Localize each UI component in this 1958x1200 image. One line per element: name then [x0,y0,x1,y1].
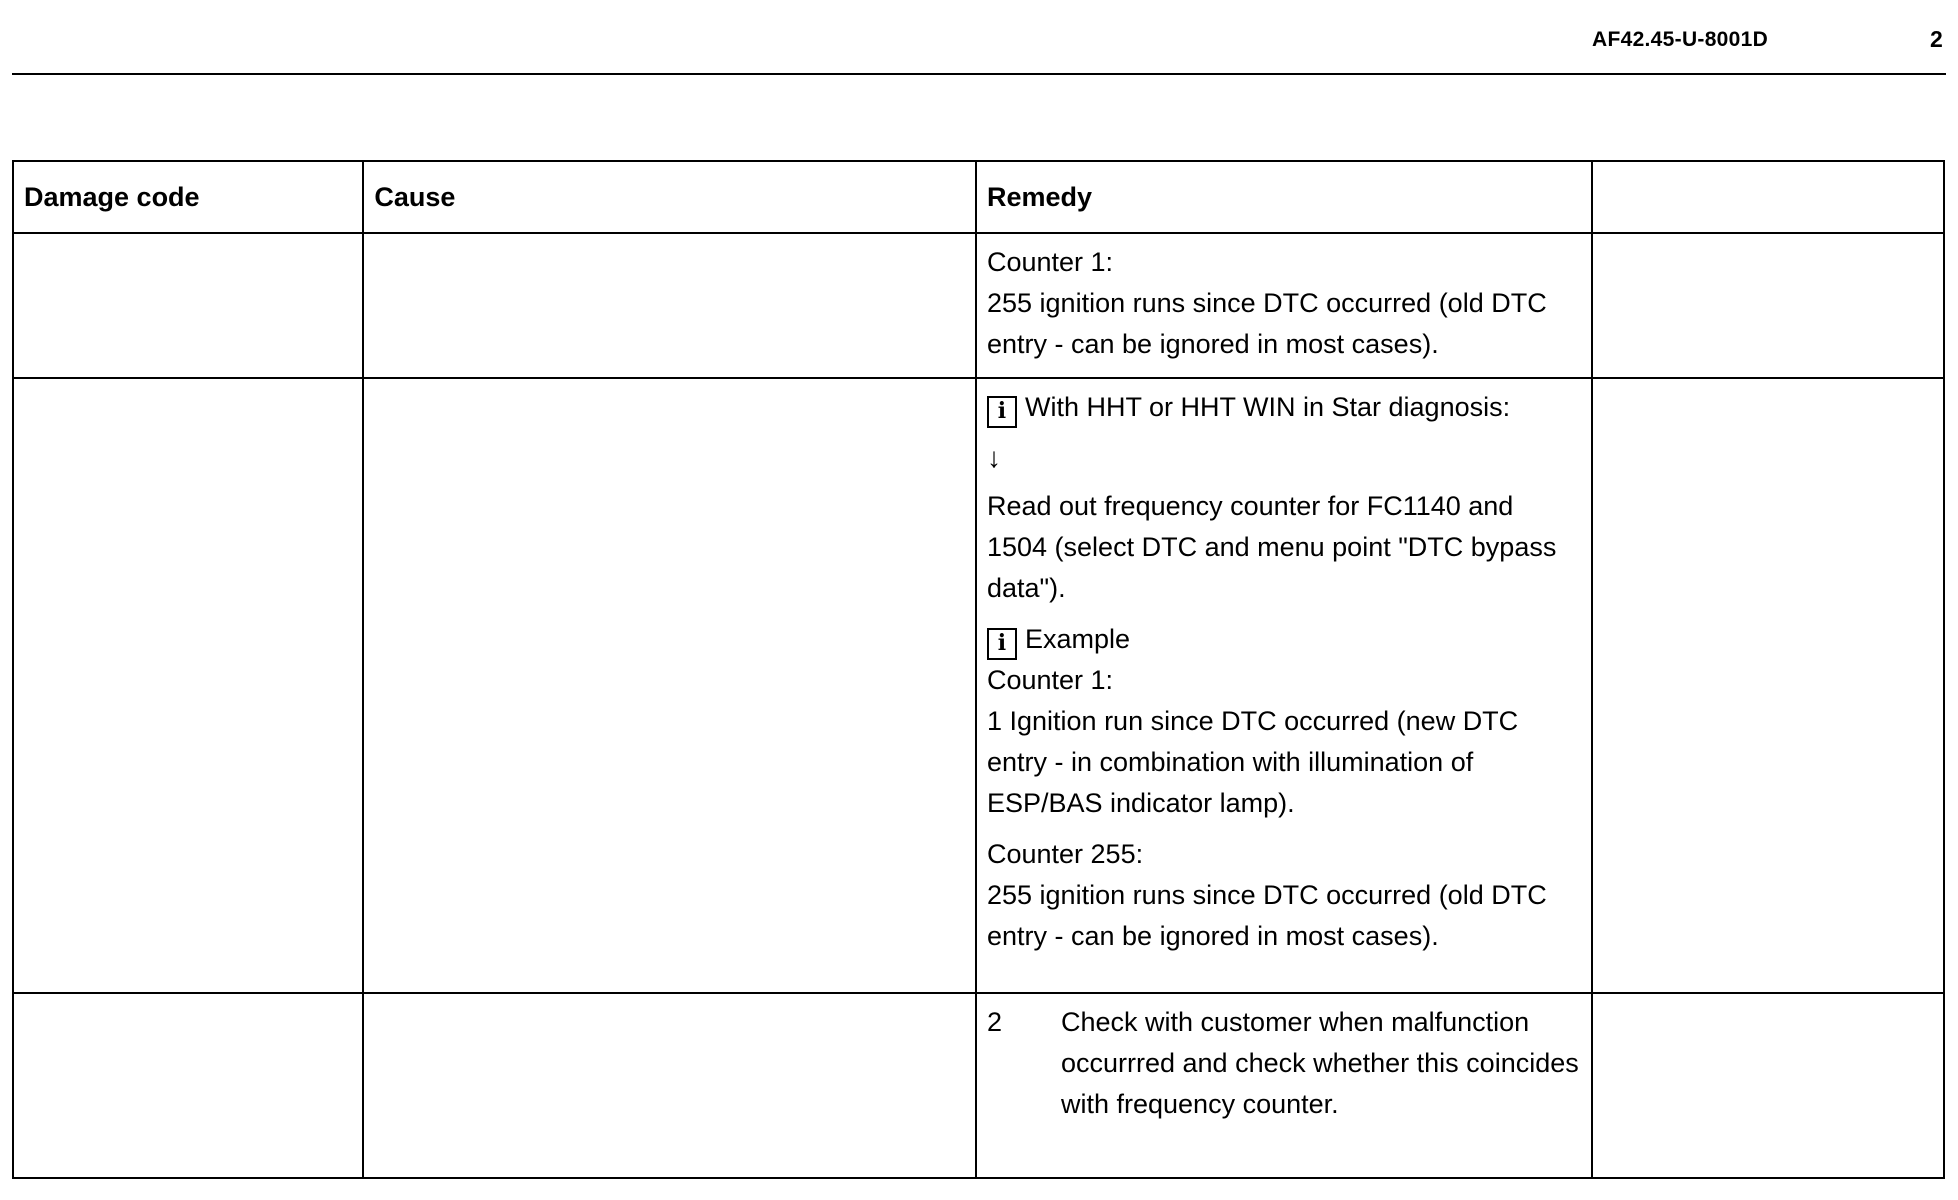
example-block [987,619,1581,824]
table-row [13,378,1944,993]
page-header [0,0,1958,80]
extra-cell [1592,233,1944,378]
counter-label: Counter 1: [986,247,1114,277]
table-row [13,993,1944,1178]
step-number: 2 [986,1007,1003,1037]
table-row [13,233,1944,378]
info-note [987,387,1581,428]
extra-cell [1592,993,1944,1178]
damage-code-cell [13,378,363,993]
instruction-text: Read out frequency counter for FC1140 and 1504 (select DTC and menu point "DTC bypass data"). [986,491,1557,603]
example-label: Example [1024,624,1131,654]
counter-block [987,834,1581,957]
remedy-cell [976,378,1592,993]
column-header-empty [1592,161,1944,233]
page-number: 2 [1930,26,1943,52]
document-id: AF42.45-U-8001D [1592,28,1769,51]
damage-code-cell [13,993,363,1178]
counter-description: 255 ignition runs since DTC occurred (old DTC entry - can be ignored in most cases). [986,880,1547,951]
table-header-row [13,161,1944,233]
header-rule [12,73,1946,75]
remedy-cell [976,993,1592,1178]
extra-cell [1592,378,1944,993]
step-item [977,994,1591,1131]
counter-description: 1 Ignition run since DTC occurred (new DTC entry - in combination with illumination of ESP/BAS indicator lamp). [986,706,1519,818]
column-header-remedy: Remedy [976,161,1592,233]
remedy-cell [976,233,1592,378]
damage-code-table [12,160,1945,1179]
cause-cell [363,378,976,993]
cause-cell [363,993,976,1178]
counter-label: Counter 255: [986,839,1144,869]
damage-code-cell [13,233,363,378]
counter-label: Counter 1: [986,665,1114,695]
down-arrow-icon: ↓ [986,442,1001,473]
cause-cell [363,233,976,378]
info-box-icon: i [987,396,1017,428]
info-box-icon: i [987,628,1017,660]
column-header-cause: Cause [363,161,976,233]
example-heading [987,619,1581,660]
column-header-damage-code: Damage code [13,161,363,233]
step-text: Check with customer when malfunction occurrred and check whether this coincides with frequency counter. [1060,1007,1579,1119]
info-note-text: With HHT or HHT WIN in Star diagnosis: [1024,392,1511,422]
counter-description: 255 ignition runs since DTC occurred (old DTC entry - can be ignored in most cases). [986,288,1547,359]
